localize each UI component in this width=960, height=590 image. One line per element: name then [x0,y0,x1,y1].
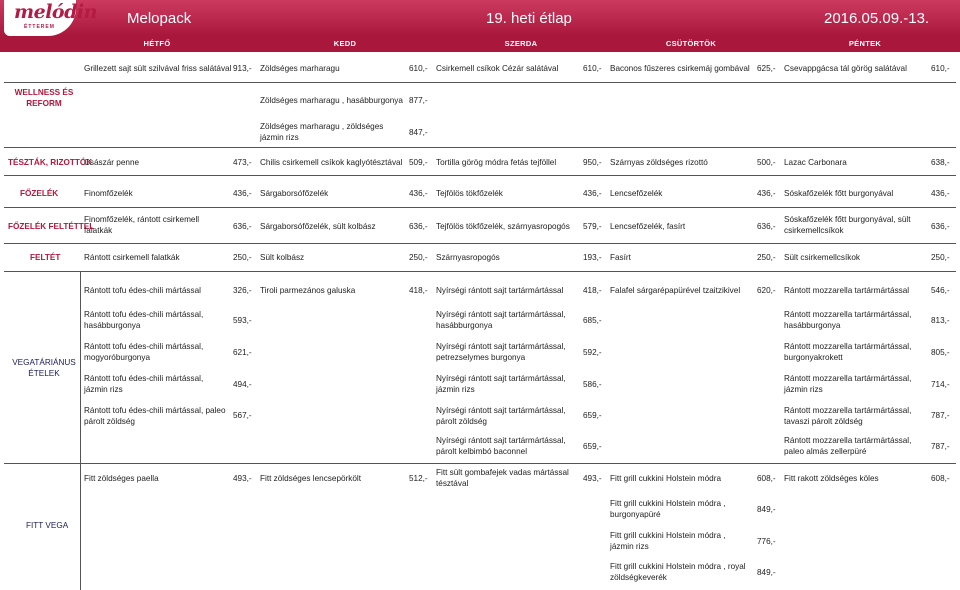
row-divider [4,271,956,272]
dish-price: 659,- [583,411,602,420]
dish-name: Fitt grill cukkini Holstein módra , burgonyapüré [610,499,726,519]
dish-name: Zöldséges marharagu , zöldséges jázmin rizs [260,122,384,142]
dish-price: 620,- [757,286,776,295]
dish-price: 436,- [931,189,950,198]
dish-price: 579,- [583,222,602,231]
category-teszta: TÉSZTÁK, RIZOTTÓK [8,158,93,167]
dish-name: Tejfölös tökfőzelék, szárnyasropogós [436,222,570,231]
dish-price: 586,- [583,380,602,389]
dish-name: Rántott mozzarella tartármártással, burgonyakrokett [784,342,912,362]
dish-price: 567,- [233,411,252,420]
dish-name: Fitt grill cukkini Holstein módra , royal zöldségkeverék [610,562,746,582]
dish-price: 592,- [583,348,602,357]
dish-name: Rántott mozzarella tartármártással, paleo almás zellerpüré [784,436,912,456]
dish-price: 659,- [583,442,602,451]
dish-price: 493,- [233,474,252,483]
dish-price: 250,- [757,253,776,262]
dish-name: Sóskafőzelék főtt burgonyával [784,189,894,198]
header-bar [0,0,960,36]
category-fitt: FITT VEGA [26,521,69,530]
category-vega: VEGATÁRIÁNUS ÉTELEK [12,358,76,378]
row-divider [4,82,956,83]
day-friday: PÉNTEK [848,39,882,48]
dish-name: Falafel sárgarépapürével tzaitzikivel [610,286,741,295]
dish-price: 608,- [757,474,776,483]
day-tuesday: KEDD [333,39,357,48]
dish-name: Finomfőzelék [84,189,133,198]
dish-price: 877,- [409,96,428,105]
dish-name: Tortilla görög módra fetás tejföllel [436,158,557,167]
row-divider [4,463,956,464]
dish-name: Lencsefőzelék [610,189,663,198]
day-header-row [0,36,960,52]
week-title: 19. heti étlap [486,10,572,27]
dish-name: Rántott tofu édes-chili mártással, mogyoróburgonya [84,342,204,362]
dish-name: Tejfölös tökfőzelék [436,189,503,198]
category-wellness: WELLNESS ÉS REFORM [14,88,74,108]
dish-price: 610,- [409,64,428,73]
dish-price: 849,- [757,568,776,577]
dish-price: 776,- [757,537,776,546]
dish-name: Sárgaborsófőzelék [260,189,329,198]
dish-price: 610,- [931,64,950,73]
dish-price: 436,- [583,189,602,198]
company-title: Melopack [127,10,192,27]
dish-price: 950,- [583,158,602,167]
dish-price: 636,- [233,222,252,231]
dish-name: Rántott tofu édes-chili mártással, jázmin rizs [84,374,204,394]
dish-name: Baconos fűszeres csirkemáj gombával [610,64,750,73]
day-thursday: CSÜTÖRTÖK [665,39,717,48]
dish-price: 418,- [583,286,602,295]
dish-name: Rántott mozzarella tartármártással, tavaszi párolt zöldség [784,406,912,426]
dish-name: Nyírségi rántott sajt tartármártással [436,286,564,295]
dish-price: 913,- [233,64,252,73]
dish-price: 193,- [583,253,602,262]
dish-name: Szárnyasropogós [436,253,500,262]
dish-name: Chilis csirkemell csíkok kaglyótésztával [260,158,403,167]
dish-price: 418,- [409,286,428,295]
dish-price: 493,- [583,474,602,483]
logo-subtitle: ÉTTEREM [24,24,55,30]
row-divider [4,243,956,244]
row-divider [4,175,956,176]
dish-name: Sóskafőzelék főtt burgonyával, sült csirkemellcsíkok [784,215,911,235]
dish-name: Lencsefőzelék, fasírt [610,222,686,231]
dish-name: Fasírt [610,253,631,262]
dish-name: Fitt zöldséges paella [84,474,159,483]
dish-price: 714,- [931,380,950,389]
dish-price: 546,- [931,286,950,295]
dish-name: Nyírségi rántott sajt tartármártással, párolt zöldség [436,406,566,426]
dish-name: Finomfőzelék, rántott csirkemell falatkák [84,215,200,235]
dish-price: 509,- [409,158,428,167]
dish-name: Nyírségi rántott sajt tartármártással, párolt kelbimbó baconnel [436,436,566,456]
dish-name: Sült kolbász [260,253,305,262]
vega-column-divider [80,271,81,590]
category-fozelek: FŐZELÉK [20,189,59,198]
category-fozelek-feltet: FŐZELÉK FELTÉTTEL [8,222,95,231]
dish-price: 787,- [931,442,950,451]
dish-price: 250,- [931,253,950,262]
dish-name: Nyírségi rántott sajt tartármártással, hasábburgonya [436,310,566,330]
dish-price: 636,- [409,222,428,231]
dish-name: Zöldséges marharagu [260,64,340,73]
dish-price: 638,- [931,158,950,167]
dish-name: Csirkemell csíkok Cézár salátával [436,64,559,73]
dish-name: Rántott mozzarella tartármártással, hasábburgonya [784,310,912,330]
day-wednesday: SZERDA [504,39,538,48]
dish-price: 847,- [409,128,428,137]
dish-name: Lazac Carbonara [784,158,847,167]
dish-name: Sült csirkemellcsíkok [784,253,860,262]
dish-name: Császár penne [84,158,140,167]
logo-text: melódin [14,1,97,23]
dish-price: 636,- [757,222,776,231]
dish-price: 494,- [233,380,252,389]
dish-name: Fitt grill cukkini Holstein módra , jázmin rizs [610,531,726,551]
dish-price: 500,- [757,158,776,167]
dish-price: 326,- [233,286,252,295]
dish-name: Rántott mozzarella tartármártással, jázmin rizs [784,374,912,394]
dish-name: Nyírségi rántott sajt tartármártással, jázmin rizs [436,374,566,394]
dish-price: 625,- [757,64,776,73]
dish-price: 473,- [233,158,252,167]
row-divider [4,147,956,148]
dish-name: Szárnyas zöldséges rizottó [610,158,708,167]
dish-name: Tiroli parmezános galuska [260,286,356,295]
dish-price: 512,- [409,474,428,483]
dish-price: 636,- [931,222,950,231]
dish-price: 813,- [931,316,950,325]
dish-name: Rántott tofu édes-chili mártással [84,286,201,295]
dish-name: Fitt rakott zöldséges köles [784,474,879,483]
dish-price: 849,- [757,505,776,514]
dish-name: Rántott tofu édes-chili mártással, paleo párolt zöldség [84,406,226,426]
day-monday: HÉTFŐ [143,39,171,48]
dish-price: 608,- [931,474,950,483]
dish-name: Sárgaborsófőzelék, sült kolbász [260,222,376,231]
dish-name: Grillezett sajt sült szilvával friss salátával [84,64,232,73]
row-divider [4,207,956,208]
dish-price: 250,- [233,253,252,262]
dish-price: 787,- [931,411,950,420]
category-feltet: FELTÉT [30,253,61,262]
dish-price: 436,- [233,189,252,198]
dish-name: Fitt zöldséges lencsepörkölt [260,474,362,483]
dish-name: Csevappgácsa tál görög salátával [784,64,907,73]
logo [4,0,97,36]
dish-name: Rántott csirkemell falatkák [84,253,180,262]
dish-name: Zöldséges marharagu , hasábburgonya [260,96,403,105]
dish-name: Rántott mozzarella tartármártással [784,286,910,295]
dish-name: Fitt sült gombafejek vadas mártással tésztával [436,468,569,488]
dish-price: 621,- [233,348,252,357]
dish-price: 685,- [583,316,602,325]
dish-price: 610,- [583,64,602,73]
dish-price: 436,- [409,189,428,198]
dish-price: 805,- [931,348,950,357]
dish-price: 436,- [757,189,776,198]
dish-name: Fitt grill cukkini Holstein módra [610,474,722,483]
dish-name: Rántott tofu édes-chili mártással, hasábburgonya [84,310,204,330]
dish-name: Nyírségi rántott sajt tartármártással, petrezselymes burgonya [436,342,566,362]
date-range: 2016.05.09.-13. [824,10,930,27]
dish-price: 250,- [409,253,428,262]
dish-price: 593,- [233,316,252,325]
